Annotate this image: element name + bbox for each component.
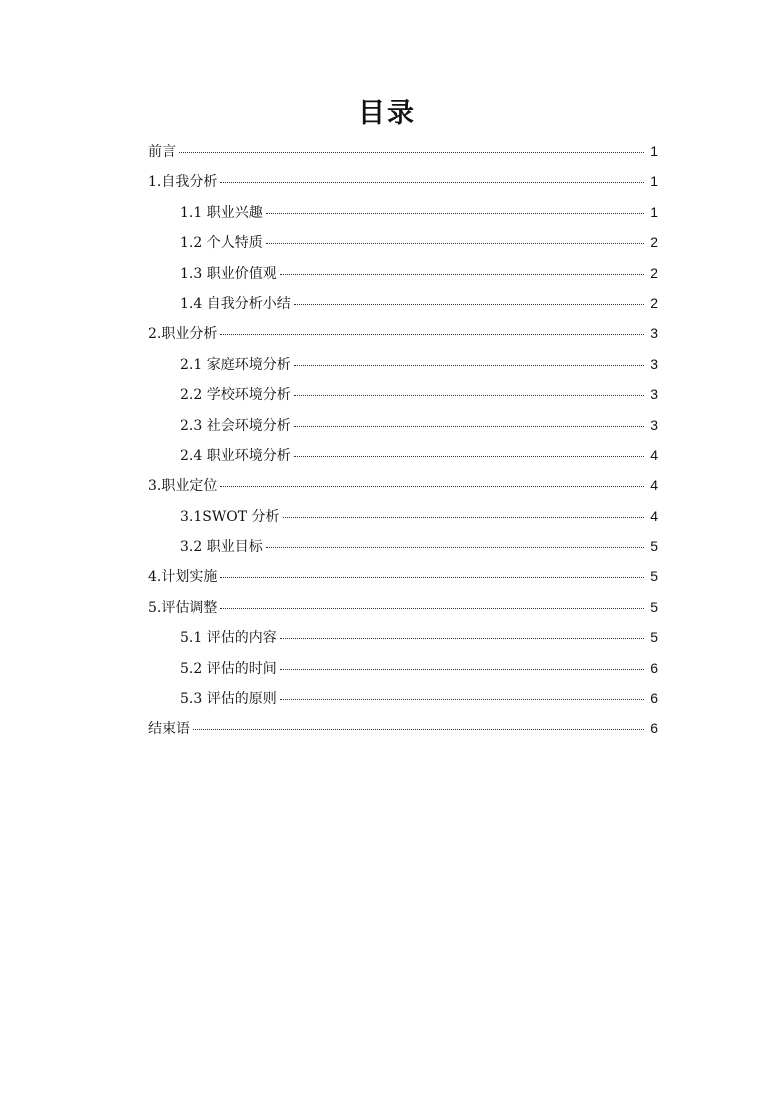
toc-entry[interactable] [148,444,658,474]
toc-entry[interactable] [148,231,658,261]
dot-leader [266,213,644,214]
dot-leader [294,304,644,305]
toc-entry-label: 5.2 评估的时间 [180,660,277,677]
toc-entry-label: 结束语 [148,721,190,738]
toc-entry[interactable] [148,414,658,444]
toc-entry[interactable] [148,657,658,687]
toc-entry-page-number: 6 [650,690,658,707]
toc-entry-label: 5.评估调整 [148,599,218,616]
toc-entry-label: 5.1 评估的内容 [180,630,277,647]
toc-entry-page-number: 6 [650,659,658,676]
toc-entry-page-number: 5 [650,598,658,615]
toc-entry-page-number: 6 [650,720,658,737]
toc-entry[interactable] [148,626,658,656]
toc-entry-page-number: 2 [650,234,658,251]
toc-entry-page-number: 3 [650,325,658,342]
toc-list [148,140,658,748]
toc-entry[interactable] [148,687,658,717]
toc-entry-label: 前言 [148,144,176,160]
dot-leader [294,395,644,396]
dot-leader [294,456,644,457]
toc-entry-page-number: 2 [650,264,658,281]
toc-entry-label: 2.1 家庭环境分析 [180,356,291,373]
toc-entry-label: 2.2 学校环境分析 [180,387,291,404]
dot-leader [220,182,644,183]
toc-entry-page-number: 4 [650,477,658,494]
dot-leader [220,577,644,578]
toc-entry[interactable] [148,383,658,413]
dot-leader [294,365,644,366]
toc-entry-page-number: 3 [650,355,658,372]
toc-entry-page-number: 1 [650,173,658,190]
toc-entry[interactable] [148,535,658,565]
toc-entry-page-number: 5 [650,629,658,646]
toc-entry-label: 4.计划实施 [148,569,218,586]
toc-entry-page-number: 4 [650,446,658,463]
toc-entry-label: 1.1 职业兴趣 [180,204,263,221]
toc-entry-label: 5.3 评估的原则 [180,691,277,708]
toc-entry-page-number: 1 [650,143,658,159]
toc-entry-page-number: 3 [650,386,658,403]
dot-leader [220,486,644,487]
toc-entry-label: 3.职业定位 [148,478,218,495]
toc-entry[interactable] [148,565,658,595]
toc-entry[interactable] [148,505,658,535]
dot-leader [280,669,644,670]
toc-entry[interactable] [148,262,658,292]
toc-entry-label: 1.自我分析 [148,174,218,191]
toc-entry-page-number: 5 [650,538,658,555]
dot-leader [294,426,644,427]
toc-entry-page-number: 3 [650,416,658,433]
toc-entry[interactable] [148,717,658,747]
dot-leader [280,274,644,275]
toc-entry[interactable] [148,322,658,352]
toc-entry-page-number: 4 [650,507,658,524]
dot-leader [266,547,644,548]
toc-entry-label: 1.4 自我分析小结 [180,295,291,312]
dot-leader [220,608,644,609]
toc-entry[interactable] [148,596,658,626]
dot-leader [266,243,644,244]
dot-leader [280,638,644,639]
toc-entry-page-number: 5 [650,568,658,585]
toc-entry-page-number: 2 [650,294,658,311]
dot-leader [179,152,644,153]
dot-leader [220,334,644,335]
toc-entry[interactable] [148,140,658,170]
toc-entry[interactable] [148,201,658,231]
toc-entry[interactable] [148,292,658,322]
toc-entry-label: 2.4 职业环境分析 [180,447,291,464]
toc-entry-label: 1.3 职业价值观 [180,265,277,282]
toc-entry-page-number: 1 [650,203,658,220]
dot-leader [193,729,644,730]
toc-entry[interactable] [148,474,658,504]
toc-entry-label: 3.1SWOT 分析 [180,508,280,525]
toc-entry[interactable] [148,170,658,200]
dot-leader [283,517,644,518]
toc-entry-label: 2.职业分析 [148,326,218,343]
dot-leader [280,699,644,700]
toc-entry-label: 1.2 个人特质 [180,235,263,252]
toc-entry-label: 3.2 职业目标 [180,539,263,556]
toc-entry[interactable] [148,353,658,383]
toc-title: 目录 [358,98,416,129]
toc-entry-label: 2.3 社会环境分析 [180,417,291,434]
